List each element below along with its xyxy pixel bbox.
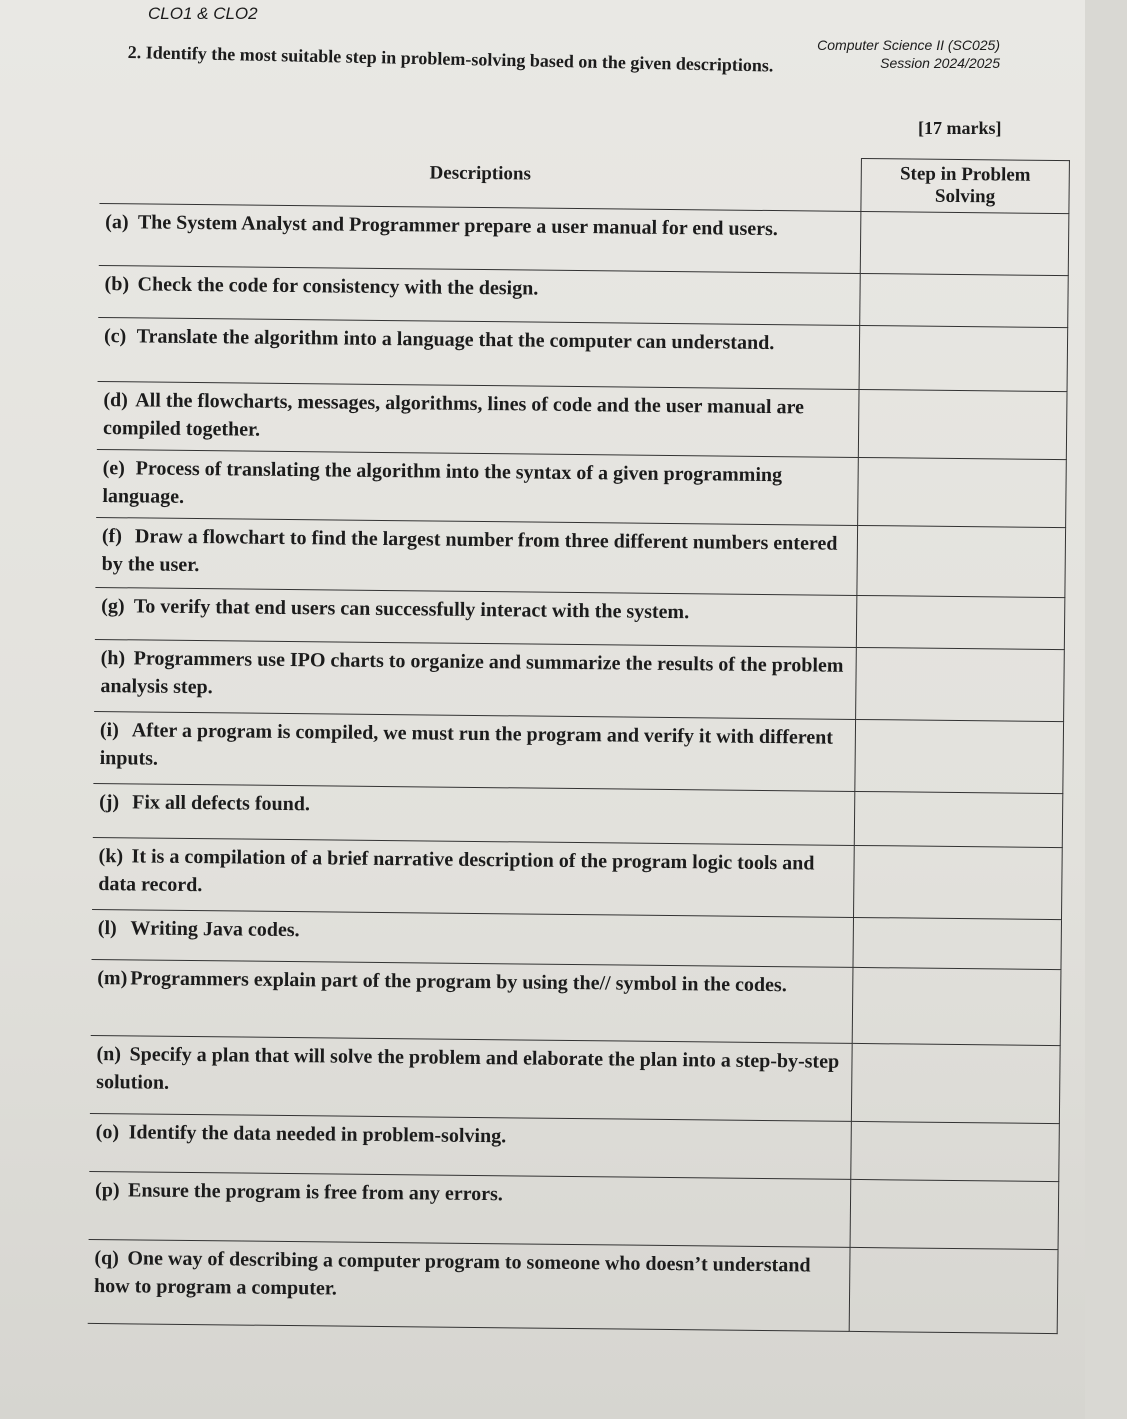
row-description	[98, 317, 860, 389]
question-text: 2. Identify the most suitable step in problem-solving based on the given descriptions.	[127, 42, 774, 76]
table-row	[89, 1113, 1059, 1181]
step-answer-cell[interactable]	[856, 647, 1065, 721]
header-step: Step in Problem Solving	[861, 158, 1070, 213]
step-answer-cell[interactable]	[854, 791, 1063, 847]
row-text: One way of describing a computer program to someone who doesn’t understand how to program a computer.	[93, 1247, 811, 1300]
row-text: Process of translating the algorithm into the syntax of a given programming language.	[102, 457, 783, 508]
row-label: (q)	[94, 1247, 119, 1270]
row-text: Identify the data needed in problem-solving.	[128, 1121, 507, 1148]
row-label: (a)	[105, 211, 129, 234]
row-description	[92, 837, 854, 917]
table-row	[89, 1171, 1059, 1249]
row-text: To verify that end users can successfully interact with the system.	[133, 595, 690, 624]
row-label: (d)	[103, 389, 128, 412]
row-text: After a program is compiled, we must run the program and verify it with different inputs.	[99, 719, 834, 770]
row-label: (o)	[95, 1121, 120, 1144]
table-row	[93, 711, 1063, 793]
row-label: (k)	[98, 845, 124, 868]
step-answer-cell[interactable]	[859, 325, 1068, 391]
row-text: Writing Java codes.	[130, 917, 300, 942]
step-answer-cell[interactable]	[851, 1043, 1060, 1123]
step-answer-cell[interactable]	[849, 1247, 1058, 1333]
step-answer-cell[interactable]	[855, 719, 1064, 793]
row-description	[89, 1113, 851, 1179]
row-label: (h)	[100, 647, 126, 670]
course-info	[790, 36, 1000, 72]
row-text: Check the code for consistency with the design.	[137, 273, 539, 300]
session: Session 2024/2025	[880, 55, 1000, 71]
step-answer-cell[interactable]	[854, 845, 1063, 919]
step-answer-cell[interactable]	[860, 273, 1069, 327]
step-answer-cell[interactable]	[852, 967, 1061, 1045]
row-description	[92, 909, 854, 967]
table-row	[99, 203, 1069, 275]
table-row	[95, 517, 1065, 597]
row-description	[97, 381, 859, 457]
row-label: (c)	[103, 325, 127, 348]
row-description	[91, 959, 853, 1043]
row-text: Fix all defects found.	[132, 791, 311, 816]
row-description	[93, 711, 855, 791]
row-label: (g)	[101, 595, 125, 618]
row-description	[90, 1035, 852, 1121]
row-label: (j)	[99, 791, 120, 814]
step-answer-cell[interactable]	[858, 389, 1067, 459]
row-description	[89, 1171, 851, 1247]
row-text: All the flowcharts, messages, algorithms, lines of code and the user manual are compiled together.	[102, 389, 805, 441]
step-answer-cell[interactable]	[853, 917, 1062, 969]
row-description	[98, 265, 860, 325]
row-label: (e)	[102, 457, 125, 480]
row-text: It is a compilation of a brief narrative description of the program logic tools and data record.	[98, 845, 815, 897]
row-text: The System Analyst and Programmer prepare a user manual for end users.	[137, 211, 778, 241]
step-answer-cell[interactable]	[858, 457, 1067, 527]
row-label: (l)	[97, 917, 117, 940]
row-description	[99, 203, 861, 273]
header-descriptions: Descriptions	[99, 150, 861, 211]
step-answer-cell[interactable]	[856, 595, 1065, 649]
step-answer-cell[interactable]	[860, 211, 1069, 275]
row-description	[95, 587, 857, 647]
row-text: Ensure the program is free from any errors.	[127, 1179, 503, 1206]
row-text: Translate the algorithm into a language that the computer can understand.	[136, 325, 775, 355]
row-description	[96, 449, 858, 525]
row-text: Specify a plan that will solve the problem and elaborate the plan into a step-by-step solution.	[96, 1043, 840, 1094]
step-answer-cell[interactable]	[851, 1121, 1060, 1181]
table-row	[93, 783, 1063, 847]
row-description	[88, 1239, 850, 1331]
row-description	[94, 639, 856, 719]
table-row	[90, 1035, 1060, 1123]
marks: [17 marks]	[918, 118, 1002, 138]
row-text: Programmers use IPO charts to organize and summarize the results of the problem analysis step.	[100, 647, 844, 699]
row-text: Draw a flowchart to find the largest number from three different numbers entered by the user.	[101, 525, 838, 577]
row-label: (m)	[97, 967, 128, 990]
answer-table	[88, 150, 1070, 1334]
row-description	[93, 783, 855, 845]
row-description	[95, 517, 857, 595]
row-label: (b)	[104, 273, 130, 296]
table-row	[97, 381, 1067, 459]
row-label: (f)	[101, 525, 123, 548]
step-answer-cell[interactable]	[857, 525, 1066, 597]
table-row	[91, 959, 1061, 1045]
table-row	[92, 837, 1062, 919]
step-answer-cell[interactable]	[850, 1179, 1059, 1249]
row-text: Programmers explain part of the program by using the// symbol in the codes.	[130, 967, 787, 997]
course-title: Computer Science II (SC025)	[817, 37, 1000, 53]
row-label: (i)	[99, 719, 119, 742]
table-row	[94, 639, 1064, 721]
table-row	[88, 1239, 1058, 1333]
row-label: (n)	[96, 1043, 122, 1066]
table-row	[98, 317, 1068, 391]
clo-label: CLO1 & CLO2	[148, 4, 258, 23]
table-row	[96, 449, 1066, 527]
row-label: (p)	[94, 1179, 120, 1202]
